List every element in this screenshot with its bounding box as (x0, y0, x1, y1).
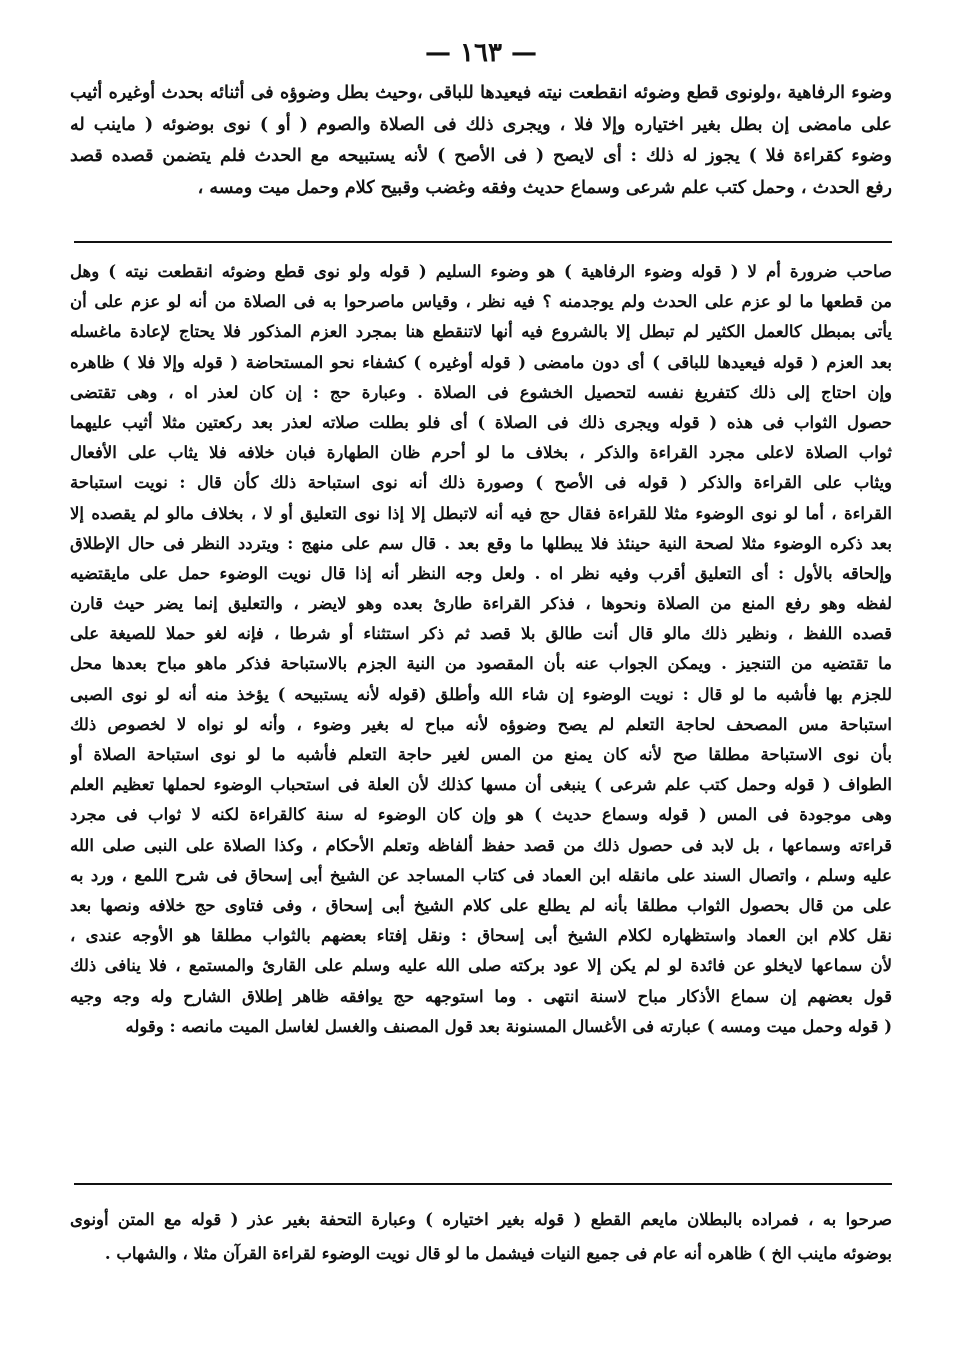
commentary-line: من قطعها ما لو عزم على الحدث ولم يوجدمنه ؟ فيه نظر ، وقياس ماصرحوا به فى الصلاة من أنه لو عزم على أن (70, 292, 892, 312)
commentary-line: قراءته وسماعها ، بل لابد فى حصول ذلك من قصد حفظ ألفاظه وتعلم الأحكام ، وكذا الصلاة على النبى صلى الله (70, 835, 892, 855)
commentary-line: وهى موجودة فى المس ( قوله وسماع حديث ) هو وإن كان الوضوء له سنة كالقراءة لكنه لا ثواب فى مجرد (70, 805, 892, 825)
commentary-line: وإلحاقه بالأول : أى التعليق أقرب وفيه نظر اه . ولعل وجه النظر أنه إذا قال نويت الوضوء حمل على مايقتضيه (70, 563, 892, 583)
commentary-line: ثواب الصلاة لاعلى مجرد القراءة والذكر ، بخلاف ما لو أحرم ظان الطهارة فبان خلافه فلا يثاب على الأفعال (70, 443, 892, 463)
section-divider (74, 1183, 892, 1185)
commentary-line: صاحب ضرورة أم لا ( قوله وضوء الرفاهية ) هو وضوء السليم ( قوله ولو نوى قطع وضوئه انقطعت نيته ) وهل (70, 262, 892, 281)
main-text-line: رفع الحدث ، وحمل كتب علم شرعى وسماع حديث وفقه وغضب وقبيح كلام وحمل ميت ومسه ، (197, 177, 892, 198)
main-text-line: وضوء الرفاهية ،ولونوى قطع وضوئه انقطعت نيته فيعيدها للباقى ،وحيث بطل وضوؤه فى أثنائه بحدث أوغيره أثيب (70, 83, 892, 103)
commentary-line: قصده اللفظ ، ونظير ذلك مالو قال أنت طالق بلا قصد ثم ذكر استثناء أو شرطا ، فإنه لغو حملا للصيغة على (70, 624, 892, 644)
commentary-line: ( قوله وحمل ميت ومسه ) عبارته فى الأغسال المسنونة بعد قول المصنف والغسل لغاسل الميت مانصه : وقوله (125, 1016, 892, 1036)
commentary-line: ويثاب على القراءة والذكر ( قوله فى الأصح ) وصورة ذلك أنه نوى استباحة ذلك كأن قال : نويت استباحة (70, 473, 892, 493)
commentary-line: الطواف ( قوله وحمل كتب علم شرعى ) ينبغى أن مسها كذلك لأن العلة فى استحباب الوضوء لحملها تعظيم العلم (70, 775, 892, 795)
commentary-line: قول بعضهم إن سماع الأذكار مباح لاسنة انتهى . وما استوجهه حج يوافقه ظاهر إطلاق الشارح وله وجه وجيه (70, 986, 892, 1006)
commentary-line: عليه وسلم ، واتصال السند على مانقله ابن العماد فى كتاب المساجد عن الشيخ أبى إسحاق فى شرح اللمع ، ورد به (70, 865, 892, 885)
main-text-block (70, 78, 892, 204)
commentary-line: بعد العزم ( قوله فيعيدها للباقى ) أى دون مامضى ( قوله أوغيره ) كشفاء نحو المستحاضة ( قوله وإلا فلا ) ظاهره (70, 352, 892, 372)
commentary-line: لأن سماعها لايخلو عن فائدة لو لم يكن إلا عود بركته صلى الله عليه وسلم على القارئ والمستمع ، فلا ينافى ذلك (70, 956, 892, 976)
commentary-line: على من قال بحصول الثواب مطلقا بأنه لم يطلع على كلام الشيخ أبى إسحاق ، وفى فتاوى حج خلافه ونصها بعد (70, 895, 892, 915)
commentary-line: بأن نوى الاستباحة مطلقا صح لأنه كان يمنع من المس لغير حاجة التعلم فأشبه ما لو نوى استباحة الصلاة أو (70, 745, 892, 764)
commentary-line: استباحة مس المصحف لحاجة التعلم لم يصح وضوؤه لأنه مباح له بغير وضوء ، وأنه لو نواه لا لخصوص ذلك (70, 714, 892, 734)
commentary-line: نقل كلام ابن العماد واستظهاره لكلام الشيخ أبى إسحاق : ونقل إفتاء بعضهم بالثواب مطلقا هو الأوجه عندى ، (70, 926, 892, 946)
commentary-line: حصول الثواب فى هذه ( قوله ويجرى ذلك فى الصلاة ) أى فلو بطلت صلاته لعذر بعد ركعتين مثلا أثيب عليهما (70, 412, 892, 432)
commentary-line: بعد ذكره الوضوء مثلا لصحة النية حينئذ فلا يبطلها ما وقع بعد . قال سم على منهج : ويتردد النظر فى حال الإطلاق (70, 533, 892, 553)
commentary-line: للجزم بها فأشبه ما لو قال : نويت الوضوء إن شاء الله وأطلق (قوله لأنه يستبيحه ) يؤخذ منه أنه لو نوى الصبى (70, 684, 892, 704)
commentary-line: القراءة ، أما لو نوى الوضوء مثلا للقراءة فقال حج فيه أنه لاتبطل إلا إذا نوى التعليق أو لا ، بخلاف مالو لم يقصده إلا (70, 503, 892, 523)
commentary-line: لفظه وهو رفع المنع من الصلاة ونحوها ، فذكر القراءة طارئ بعده وهو لايضر ، والتعليق إنما يضر حيث قارن (70, 594, 892, 614)
section-divider (74, 241, 892, 243)
main-text-line: وضوء كقراءة فلا ) يجوز له ذلك : أى لايصح ( فى الأصح ) لأنه يستبيحه مع الحدث فلم يتضمن قصده قصد (70, 146, 892, 166)
footnote-block (70, 1203, 892, 1271)
main-text-line: على مامضى إن بطل بغير اختياره وإلا فلا ، ويجرى ذلك فى الصلاة والصوم ( أو ) نوى بوضوئه ( ماينب له (70, 114, 892, 135)
commentary-line: ما تقتضيه من التنجيز . ويمكن الجواب عنه بأن المقصود من النية الجزم بالاستباحة فذكر ماهو مباح بعدها محل (70, 654, 892, 674)
commentary-line: وإن احتاج إلى ذلك كتفريغ نفسه لتحصيل الخشوع فى الصلاة . وعبارة حج : إن كان لعذر اه ، وهى تقتضى (70, 382, 892, 402)
commentary-line: يأتى بمبطل كالعمل الكثير لم تبطل إلا بالشروع فيه أنها لاتنقطع هنا بمجرد العزم المذكور فلا يحتاج لإعادة ماغسله (70, 322, 892, 342)
page-number: — ١٦٣ — (424, 38, 538, 68)
footnote-line: بوضوئه ماينب الخ ) ظاهره أنه عام فى جميع النيات فيشمل ما لو قال نويت الوضوء لقراءة القرآن مثلا ، والشهاب . (104, 1244, 892, 1263)
footnote-line: صرحوا به ، فمراده بالبطلان مايعم القطع ( قوله بغير اختياره ) وعبارة التحفة بغير عذر ( قوله مع المتن أونوى (70, 1210, 892, 1229)
commentary-block (70, 257, 892, 1042)
